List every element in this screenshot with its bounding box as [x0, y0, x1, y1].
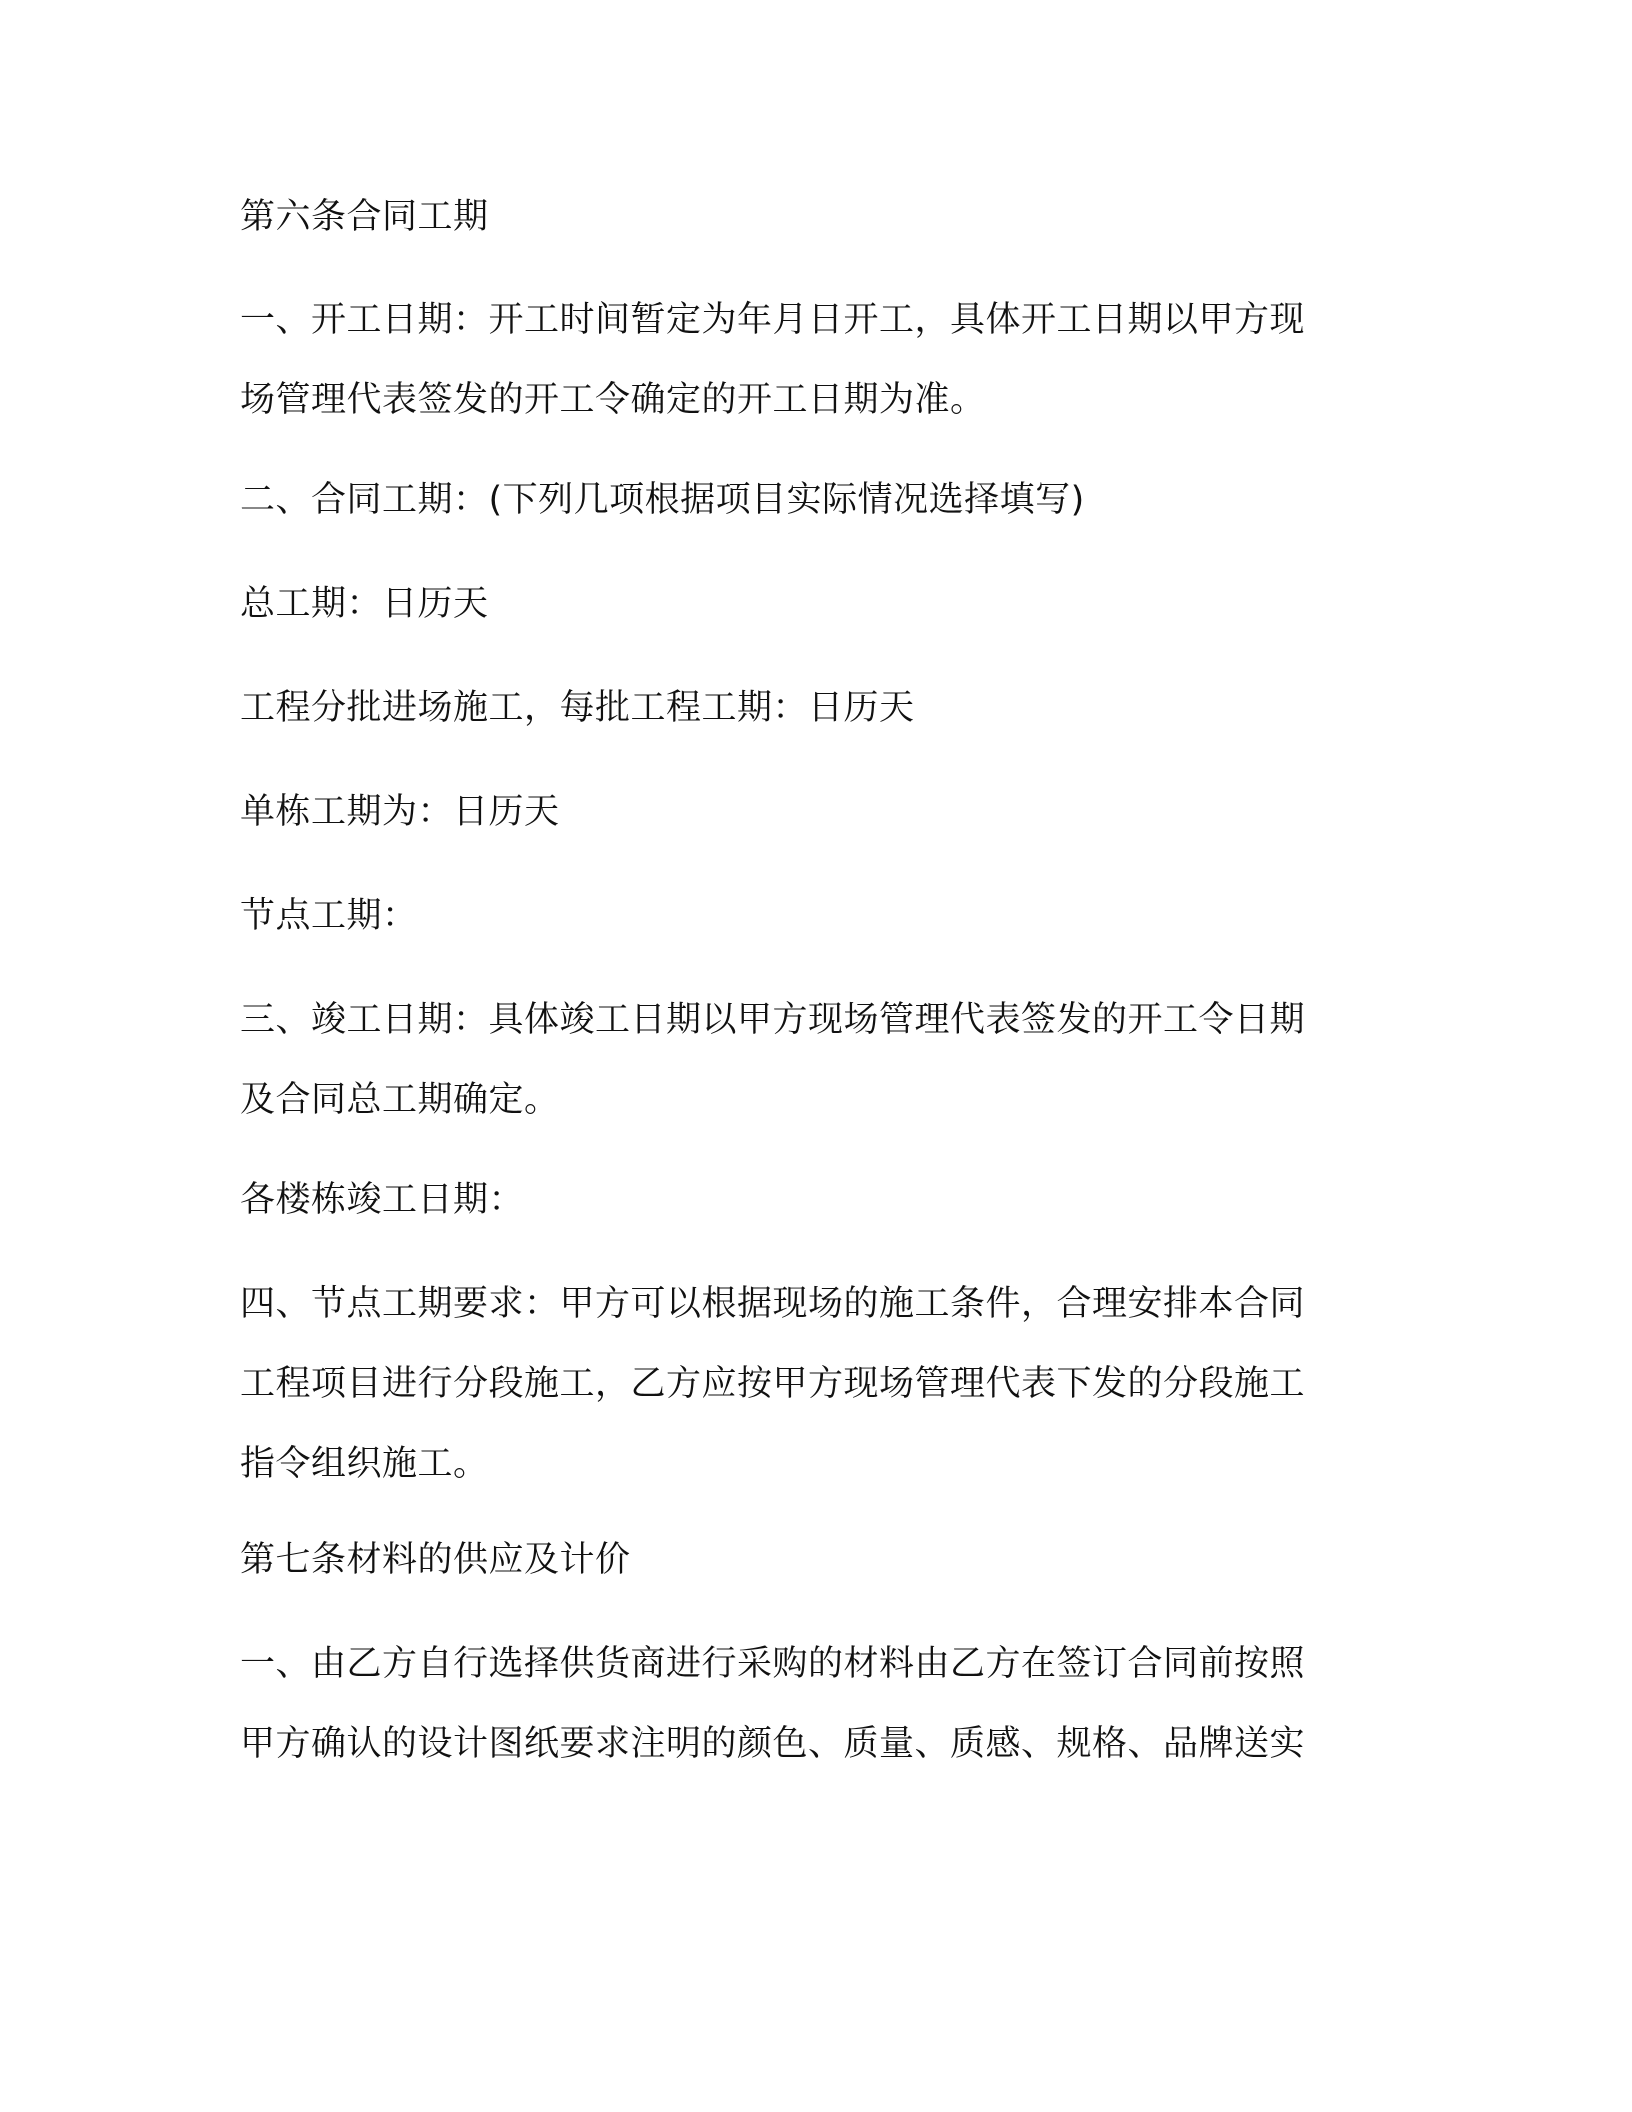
- clause-2-contract-period: [240, 460, 1364, 540]
- text-line: 三、竣工日期：具体竣工日期以甲方现场管理代表签发的开工令日期: [240, 1000, 1306, 1040]
- building-completion-date-line: [240, 1160, 1364, 1240]
- text-line: 各楼栋竣工日期：: [240, 1180, 525, 1220]
- text-line: 甲方确认的设计图纸要求注明的颜色、质量、质感、规格、品牌送实: [240, 1724, 1306, 1764]
- text-line: 工程分批进场施工，每批工程工期：日历天: [240, 688, 915, 728]
- text-line: 第六条合同工期: [240, 197, 489, 237]
- text-line: 指令组织施工。: [240, 1444, 489, 1484]
- text-line: 工程项目进行分段施工，乙方应按甲方现场管理代表下发的分段施工: [240, 1364, 1306, 1404]
- text-line: 单栋工期为：日历天: [240, 792, 560, 832]
- text-line: 一、由乙方自行选择供货商进行采购的材料由乙方在签订合同前按照: [240, 1644, 1306, 1684]
- article-6-heading: [240, 177, 1364, 257]
- clause-1-start-date: [240, 280, 1364, 440]
- milestone-period-line: [240, 876, 1364, 956]
- total-period-line: [240, 564, 1364, 644]
- text-line: 第七条材料的供应及计价: [240, 1540, 631, 1580]
- text-line: 四、节点工期要求：甲方可以根据现场的施工条件，合理安排本合同: [240, 1284, 1306, 1324]
- text-line: 一、开工日期：开工时间暂定为年月日开工，具体开工日期以甲方现: [240, 300, 1306, 340]
- text-line: 节点工期：: [240, 896, 418, 936]
- batch-period-line: [240, 668, 1364, 748]
- clause-3-completion-date: [240, 980, 1364, 1140]
- text-line: 总工期：日历天: [240, 584, 489, 624]
- text-line: 场管理代表签发的开工令确定的开工日期为准。: [240, 380, 986, 420]
- text-line: 二、合同工期：(下列几项根据项目实际情况选择填写): [240, 480, 1085, 520]
- clause-4-milestone-requirements: [240, 1264, 1364, 1504]
- article-7-clause-1: [240, 1624, 1364, 1784]
- article-7-heading: [240, 1520, 1364, 1600]
- single-building-period-line: [240, 772, 1364, 852]
- text-line: 及合同总工期确定。: [240, 1080, 560, 1120]
